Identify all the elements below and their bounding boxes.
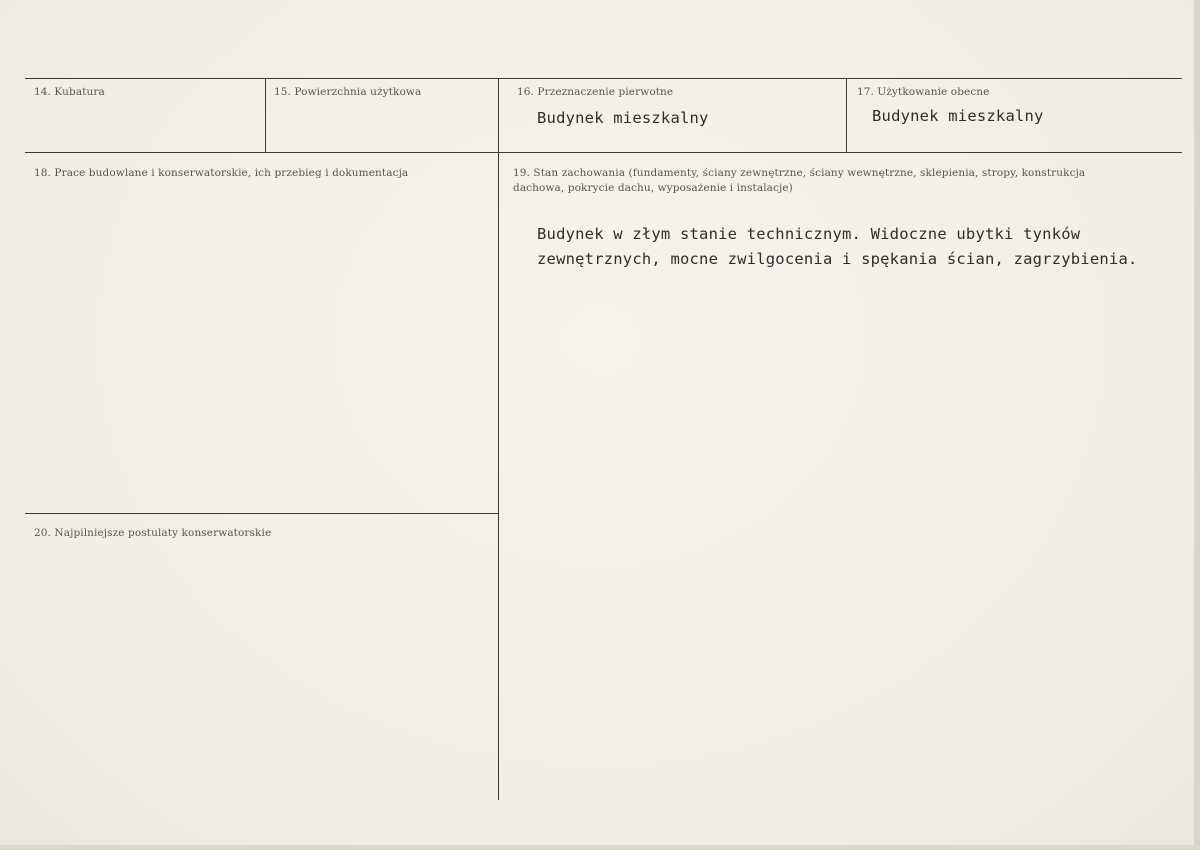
- divider-main: [498, 78, 499, 800]
- field18-bottom-rule: [25, 513, 498, 514]
- field-18-label: 18. Prace budowlane i konserwatorskie, ich przebieg i dokumentacja: [34, 167, 409, 179]
- divider-14-15: [265, 78, 266, 152]
- field-17-value: Budynek mieszkalny: [872, 107, 1044, 125]
- field-19-value-line2: zewnętrznych, mocne zwilgocenia i spękania ścian, zagrzybienia.: [537, 250, 1138, 268]
- field-15-label: 15. Powierzchnia użytkowa: [274, 86, 422, 98]
- field-16-label: 16. Przeznaczenie pierwotne: [517, 86, 674, 98]
- field-19-label: 19. Stan zachowania (fundamenty, ściany zewnętrzne, ściany wewnętrzne, sklepienia, stropy, konstrukcja dachowa, pokrycie dachu, wyposażenie i instalacje): [513, 167, 1086, 194]
- card-edge-bottom: [0, 845, 1200, 850]
- row1-bottom-rule: [25, 152, 1182, 153]
- field-14-label: 14. Kubatura: [34, 86, 105, 98]
- divider-16-17: [846, 78, 847, 152]
- field-17-label: 17. Użytkowanie obecne: [857, 86, 990, 98]
- field-20-label: 20. Najpilniejsze postulaty konserwatorskie: [34, 527, 272, 539]
- field-16-value: Budynek mieszkalny: [537, 109, 709, 127]
- top-rule: [25, 78, 1182, 79]
- card-edge-right: [1194, 0, 1200, 850]
- field-19-value-line1: Budynek w złym stanie technicznym. Widoczne ubytki tynków: [537, 225, 1081, 243]
